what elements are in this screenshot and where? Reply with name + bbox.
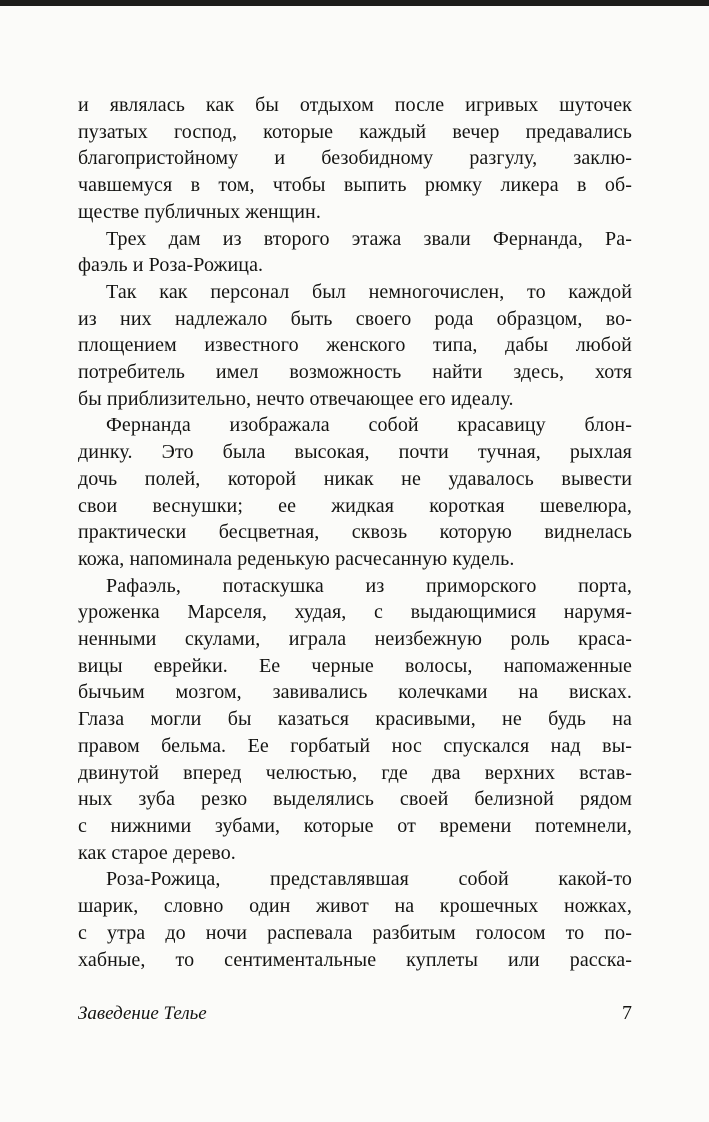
text-line: ществе публичных женщин. xyxy=(78,200,321,223)
text-line: двинутой вперед челюстью, где два верхних встав- xyxy=(78,761,632,784)
text-line: чавшемуся в том, чтобы выпить рюмку ликера в об- xyxy=(78,174,632,197)
text-line: динку. Это была высокая, почти тучная, рыхлая xyxy=(78,441,632,464)
text-line: Трех дам из второго этажа звали Фернанда, Ра- xyxy=(106,227,632,250)
text-line: свои веснушки; ее жидкая короткая шевелюра, xyxy=(78,494,632,517)
text-line: пузатых господ, которые каждый вечер предавались xyxy=(78,120,632,143)
page-footer xyxy=(78,1002,632,1025)
text-line: шарик, словно один живот на крошечных ножках, xyxy=(78,895,632,918)
text-line: и являлась как бы отдыхом после игривых шуточек xyxy=(78,94,632,116)
text-line: уроженка Марселя, худая, с выдающимися нарумя- xyxy=(78,601,632,624)
text-line: кожа, напоминала реденькую расчесанную кудель. xyxy=(78,547,515,570)
text-line: дочь полей, которой никак не удавалось вывести xyxy=(78,467,632,490)
text-line: ненными скулами, играла неизбежную роль краса- xyxy=(78,628,632,651)
text-line: из них надлежало быть своего рода образцом, во- xyxy=(78,307,632,330)
text-line: Фернанда изображала собой красавицу блон- xyxy=(106,414,632,437)
text-line: с нижними зубами, которые от времени потемнели, xyxy=(78,814,632,837)
text-line: Роза-Рожица, представлявшая собой какой-то xyxy=(106,868,632,891)
paragraph xyxy=(78,573,632,867)
page-number: 7 xyxy=(622,1002,632,1024)
scan-top-edge xyxy=(0,0,709,6)
text-line: фаэль и Роза-Рожица. xyxy=(78,254,264,277)
text-line: вицы еврейки. Ее черные волосы, напомаженные xyxy=(78,654,632,677)
text-line: бычьим мозгом, завивались колечками на висках. xyxy=(78,681,632,704)
text-line: Так как персонал был немногочислен, то каждой xyxy=(106,280,632,303)
text-line: бы приблизительно, нечто отвечающее его идеалу. xyxy=(78,387,514,410)
text-line: Рафаэль, потаскушка из приморского порта, xyxy=(106,574,632,597)
text-line: благопристойному и безобидному разгулу, заклю- xyxy=(78,147,632,170)
paragraph xyxy=(78,279,632,413)
paragraph xyxy=(78,92,632,226)
text-line: с утра до ночи распевала разбитым голосом то по- xyxy=(78,921,632,944)
running-title: Заведение Телье xyxy=(78,1003,207,1024)
text-line: площением известного женского типа, дабы любой xyxy=(78,334,632,357)
text-line: Глаза могли бы казаться красивыми, не будь на xyxy=(78,708,632,731)
paragraph xyxy=(78,226,632,279)
text-line: хабные, то сентиментальные куплеты или расска- xyxy=(78,948,632,971)
text-line: ных зуба резко выделялись своей белизной рядом xyxy=(78,788,632,811)
text-line: потребитель имел возможность найти здесь, хотя xyxy=(78,361,632,384)
text-line: как старое дерево. xyxy=(78,841,236,864)
text-line: практически бесцветная, сквозь которую виднелась xyxy=(78,521,632,544)
text-block xyxy=(78,92,632,973)
text-line: правом бельма. Ее горбатый нос спускался над вы- xyxy=(78,734,632,757)
paragraph xyxy=(78,866,632,973)
paragraph xyxy=(78,412,632,572)
